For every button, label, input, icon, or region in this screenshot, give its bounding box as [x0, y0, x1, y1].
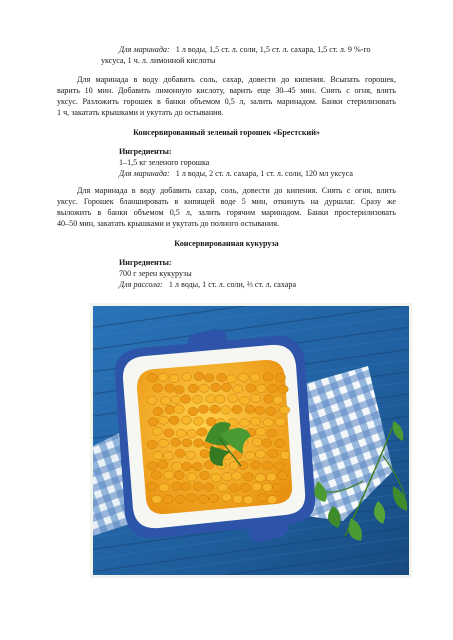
brine-line: [119, 279, 296, 290]
paragraph-line: 40–50 мин, закатать крышками и укутать до полного остывания.: [57, 219, 280, 228]
marinade-line: [119, 168, 353, 179]
ingredients-label: Ингредиенты:: [119, 147, 172, 156]
marinade-line-1: [119, 44, 371, 55]
paragraph-line: 1 ч, закатать крышками и укутать до остывания.: [57, 108, 224, 117]
paragraph-1: [57, 74, 396, 118]
ingredients-label: Ингредиенты:: [119, 258, 172, 267]
marinade-text: 1 л воды, 1,5 ст. л. соли, 1,5 ст. л. сахара, 1,5 ст. л. 9 %-го: [175, 45, 371, 54]
paragraph-line: Для маринада в воду добавить сахар, соль, довести до кипения. Снять с огня, влить: [77, 186, 396, 195]
ingredients-block-3: [119, 257, 296, 290]
paragraph-line: выложить в банки объемом 0,5 л, залить горячим маринадом. Банки простерилизовать: [57, 208, 396, 217]
paragraph-2: [57, 185, 396, 229]
marinade-block-1: [119, 44, 371, 55]
recipe-title-peas: Консервированный зеленый горошек «Брестский»: [133, 128, 320, 137]
paragraph-line: Для маринада в воду добавить соль, сахар, довести до кипения. Всыпать горошек,: [77, 75, 396, 84]
ingredient-item: 1–1,5 кг зеленого горошка: [119, 158, 210, 167]
paragraph-line: варить 10 мин. Добавить лимонную кислоту, варить еще 30–45 мин. Снять с огня, влить: [57, 86, 396, 95]
corn-photo: [93, 306, 409, 575]
ingredient-item: 700 г зерен кукурузы: [119, 269, 192, 278]
paragraph-line: уксус. Горошек бланшировать в кипящей воде 5 мин, откинуть на дуршлаг. Сразу же: [57, 197, 396, 206]
marinade-line-2: уксуса, 1 ч. л. лимонной кислоты: [101, 56, 216, 65]
recipe-title-corn: Консервированная кукуруза: [174, 239, 279, 248]
marinade-label: Для маринада:: [119, 169, 170, 178]
marinade-text: 1 л воды, 2 ст. л. сахара, 1 ст. л. соли, 120 мл уксуса: [175, 169, 353, 178]
corn-photo-frame: [90, 303, 412, 578]
paragraph-line: уксус. Разложить горошек в банки объемом 0,5 л, залить маринадом. Банки стерилизовать: [57, 97, 396, 106]
ingredients-block-2: [119, 146, 353, 179]
brine-text: 1 л воды, 1 ст. л. соли, ⅔ ст. л. сахара: [168, 280, 297, 289]
brine-label: Для рассола:: [119, 280, 163, 289]
marinade-label: Для маринада:: [119, 45, 170, 54]
